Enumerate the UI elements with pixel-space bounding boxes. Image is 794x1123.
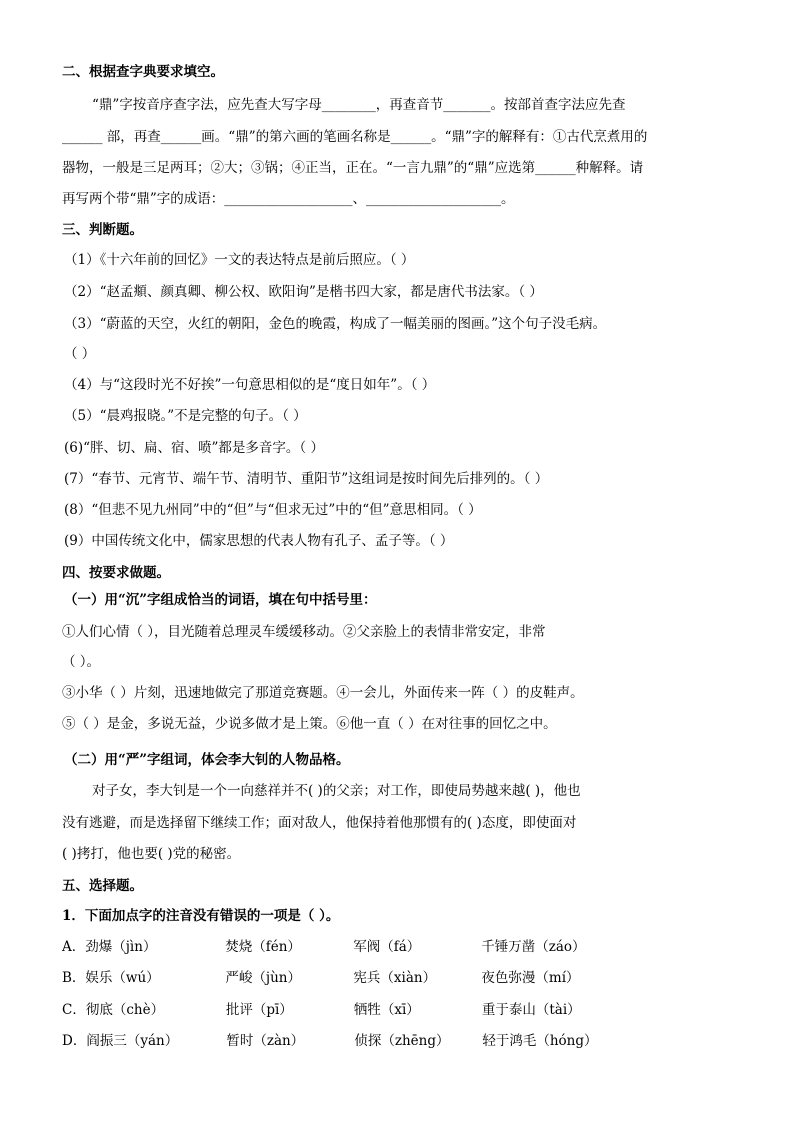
option-item: 暂时（zàn） [226, 1033, 305, 1049]
option-label: B． [62, 970, 86, 986]
section5-title: 五、选择题。 [62, 878, 143, 894]
option-item: 焚烧（fén） [225, 939, 301, 955]
option-item: 劲爆（jìn） [85, 939, 157, 955]
judge-item-6: (6)“胖、切、扁、宿、喷”都是多音字。（ ） [64, 440, 324, 456]
option-item: 轻于鸿毛（hóng） [482, 1033, 598, 1049]
section2-line-1: “鼎”字按音序查字法，应先查大写字母________，再查音节_______。按部首查字法应先查 [92, 97, 626, 113]
option-b [62, 968, 754, 988]
option-item: 重于泰山（tài） [481, 1002, 581, 1018]
judge-item-4: （4）与“这段时光不好挨”一句意思相似的是“度日如年”。（ ） [64, 377, 436, 393]
part2-line-2: 没有逃避，而是选择留下继续工作；面对敌人，他保持着他那惯有的( )态度，即使面对 [62, 815, 577, 831]
option-item: 军阀（fá） [353, 939, 421, 955]
option-item: 侦探（zhēng） [354, 1033, 450, 1049]
section2-line-4: 再写两个带“鼎”字的成语：___________________、____________________。 [62, 191, 515, 207]
option-label: A． [62, 939, 86, 955]
option-item: 彻底（chè） [85, 1002, 165, 1018]
part1-line-2: （ ）。 [62, 654, 101, 670]
option-item: 宪兵（xiàn） [353, 970, 437, 986]
part2-line-3: ( )拷打，他也要( )党的秘密。 [62, 846, 241, 862]
judge-item-9: (9）中国传统文化中，儒家思想的代表人物有孔子、孟子等。（ ） [64, 533, 454, 549]
option-a [62, 937, 754, 957]
option-label: C． [62, 1002, 86, 1018]
section2-line-2: ______ 部，再查______画。“鼎”的第六画的笔画名称是______。“鼎”字的解释有：①古代烹煮用的 [62, 129, 648, 145]
option-item: 牺牲（xī） [353, 1002, 420, 1018]
option-item: 娱乐（wú） [85, 970, 160, 986]
option-item: 批评（pī） [225, 1002, 293, 1018]
judge-item-3: （3）“蔚蓝的天空，火红的朝阳，金色的晚霞，构成了一幅美丽的图画。”这个句子没毛病。 [64, 316, 607, 332]
option-label: D． [62, 1033, 87, 1049]
part1-line-4: ⑤（ ）是金，多说无益，少说多做才是上策。⑥他一直（ ）在对往事的回忆之中。 [62, 716, 557, 732]
judge-item-7: (7）“春节、元宵节、端午节、清明节、重阳节”这组词是按时间先后排列的。（ ） [64, 471, 549, 487]
judge-item-2: （2）“赵孟頫、颜真卿、柳公权、欧阳询”是楷书四大家，都是唐代书法家。（ ） [64, 284, 543, 300]
section4-part1-title: （一）用“沉”字组成恰当的词语，填在句中括号里： [64, 592, 377, 608]
option-c [62, 1000, 754, 1020]
judge-item-3-bracket: （ ） [64, 346, 96, 362]
part2-line-1: 对子女，李大钊是一个一向慈祥并不( )的父亲；对工作，即使局势越来越( )，他也 [92, 783, 581, 799]
section4-title: 四、按要求做题。 [62, 565, 170, 581]
judge-item-8: (8）“但悲不见九州同”中的“但”与“但求无过”中的“但”意思相同。（ ） [64, 502, 482, 518]
option-item: 严峻（jùn） [225, 970, 301, 986]
part1-line-1: ①人们心情（ ），目光随着总理灵车缓缓移动。②父亲脸上的表情非常安定，非常 [62, 624, 546, 640]
section4-part2-title: （二）用“严”字组词，体会李大钊的人物品格。 [64, 752, 350, 768]
choice-question: 1．下面加点字的注音没有错误的一项是（ ）。 [62, 908, 340, 924]
section2-title: 二、根据查字典要求填空。 [62, 64, 224, 80]
section2-line-3: 器物，一般是三足两耳；②大；③锅；④正当，正在。“一言九鼎”的“鼎”应选第______种解释。请 [62, 160, 644, 176]
option-item: 千锤万凿（záo） [481, 939, 586, 955]
option-d [62, 1031, 754, 1051]
judge-item-1: （1）《十六年前的回忆》一文的表达特点是前后照应。（ ） [64, 252, 415, 268]
part1-line-3: ③小华（ ）片刻，迅速地做完了那道竞赛题。④一会儿，外面传来一阵（ ）的皮鞋声。 [62, 685, 584, 701]
option-item: 夜色弥漫（mí） [481, 970, 580, 986]
judge-item-5: （5）“晨鸡报晓。”不是完整的句子。（ ） [64, 408, 307, 424]
option-item: 阎振三（yán） [86, 1033, 179, 1049]
section3-title: 三、判断题。 [62, 222, 143, 238]
